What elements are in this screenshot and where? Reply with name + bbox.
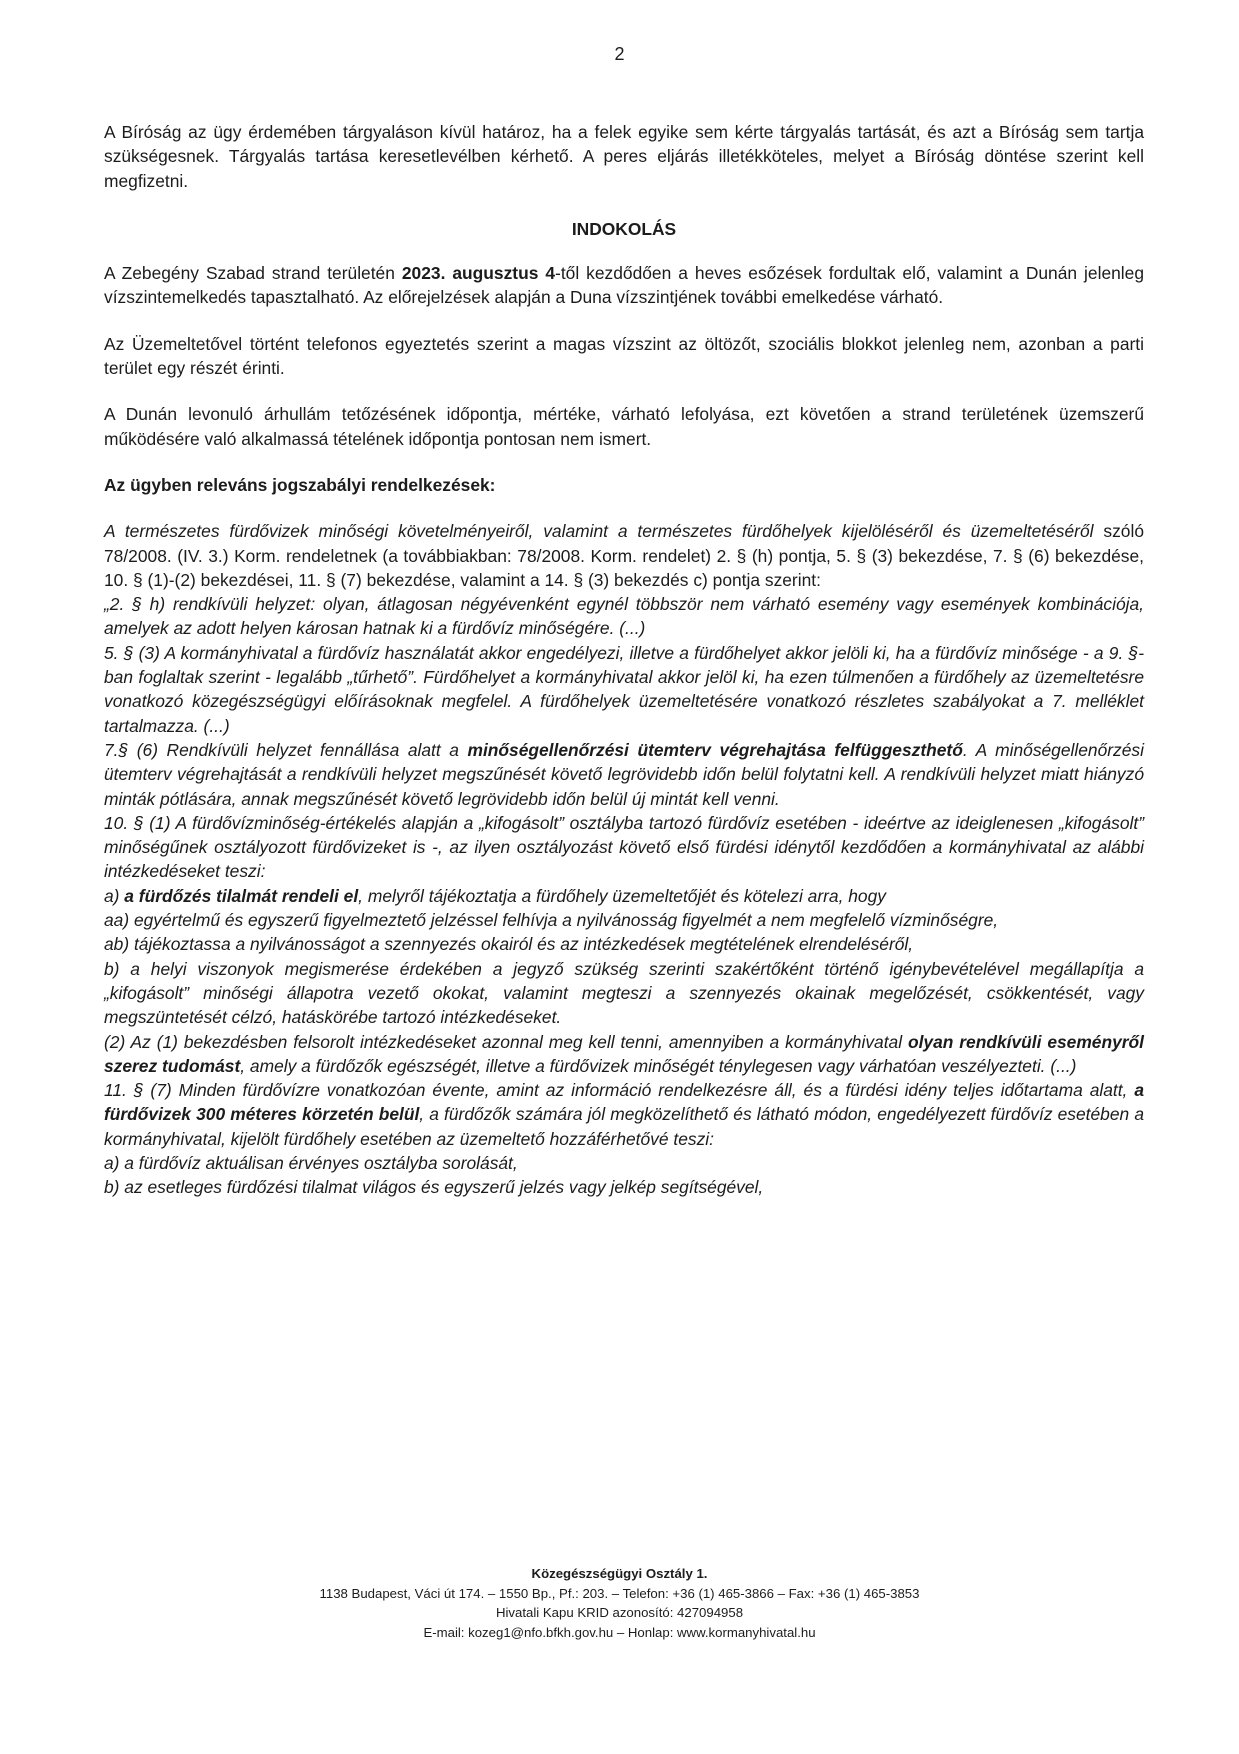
law-intro-text: szóló 78/2008. (IV. 3.) Korm. rendeletnek (a továbbiakban: 78/2008. Korm. rendelet) 2. § (h) pontja, 5. § (3) bekezdése, 7. § (6) bekezdése, 10. § (1)-(2) bekezdései, 11. § (7) bekezdése, valamint a 14. § (3) bekezdés c) pontja szerint: [104, 521, 1144, 590]
p1-text: A Zebegény Szabad strand területén [104, 263, 402, 284]
facts-paragraph-2: Az Üzemeltetővel történt telefonos egyeztetés szerint a magas vízszint az öltözőt, szociális blokkot jelenleg nem, azonban a parti terület egy részét érinti. [104, 333, 1144, 379]
quote-10-2-text: (2) Az (1) bekezdésben felsorolt intézkedéseket azonnal meg kell tenni, amennyiben a kormányhivatal [104, 1031, 908, 1052]
quote-10-1-aa: aa) egyértelmű és egyszerű figyelmeztető jelzéssel felhívja a nyilvánosság figyelmét a nem megfelelő vízminőségre, [104, 910, 999, 931]
quote-2-h: „2. § h) rendkívüli helyzet: olyan, átlagosan négyévenként egynél többször nem várható esemény vagy események kombinációja, amelyek az adott helyen károsan hatnak ki a fürdővíz minőségére. (...) [104, 594, 1144, 639]
quote-11-7-text: 11. § (7) Minden fürdővízre vonatkozóan évente, amint az információ rendelkezésre áll, és a fürdési idény teljes időtartama alatt, [104, 1080, 1135, 1101]
quote-11-7-b: b) az esetleges fürdőzési tilalmat világos és egyszerű jelzés vagy jelkép segítségével, [104, 1177, 764, 1198]
law-intro [104, 519, 1144, 592]
quote-7-6-text: 7.§ (6) Rendkívüli helyzet fennállása alatt a [104, 739, 468, 760]
intro-paragraph: A Bíróság az ügy érdemében tárgyaláson kívül határoz, ha a felek egyike sem kérte tárgyalás tartását, és azt a Bíróság sem tartja szükségesnek. Tárgyalás tartása keresetlevélben kérhető. A peres eljárás illetékköteles, melyet a Bíróság döntése szerint kell megfizetni. [104, 122, 1144, 191]
quote-11-7-a: a) a fürdővíz aktuálisan érvényes osztályba sorolását, [104, 1152, 518, 1173]
quote-10-2-rest: , amely a fürdőzők egészségét, illetve a fürdővizek minőségét ténylegesen vagy várhatóan veszélyezteti. (...) [240, 1055, 1077, 1076]
quote-10-1-a-rest: , melyről tájékoztatja a fürdőhely üzemeltetőjét és kötelezi arra, hogy [358, 885, 886, 906]
footer-department: Közegészségügyi Osztály 1. [531, 1566, 708, 1581]
quote-10-2 [104, 1030, 1144, 1079]
quote-7-6 [104, 738, 1144, 811]
page-footer [0, 1564, 1239, 1642]
quote-10-1: 10. § (1) A fürdővízminőség-értékelés alapján a „kifogásolt” osztályba tartozó fürdővíz esetében - ideértve az ideiglenesen „kifogásolt” minőségűnek osztályozott fürdővizeket is -, az ilyen osztályozást követő első fürdési idénytől kezdődően a kormányhivatal az alábbi intézkedéseket teszi: [104, 812, 1144, 882]
facts-paragraph-3: A Dunán levonuló árhullám tetőzésének időpontja, mértéke, várható lefolyása, ezt követően a strand területének üzemszerű működésére való alkalmassá tételének időpontja pontosan nem ismert. [104, 404, 1144, 449]
footer-contact: E-mail: kozeg1@nfo.bfkh.gov.hu – Honlap: www.kormanyhivatal.hu [423, 1624, 816, 1640]
p1-date: 2023. augusztus 4 [401, 263, 556, 284]
regulation-title: A természetes fürdővizek minőségi követelményeiről, valamint a természetes fürdőhelyek kijelöléséről és üzemeltetéséről [104, 521, 1094, 542]
p1-text-rest: -től kezdődően a heves esőzések fordultak elő, valamint a Dunán jelenleg vízszintemelkedés tapasztalható. Az előrejelzések alapján a Duna vízszintjének további emelkedése várható. [104, 263, 1145, 308]
quote-11-7-rest: , a fürdőzők számára jól megközelíthető és látható módon, engedélyezett fürdővíz esetében a kormányhivatal, kijelölt fürdőhely esetében az üzemeltető hozzáférhetővé teszi: [104, 1104, 1144, 1149]
section-heading: INDOKOLÁS [571, 218, 677, 239]
document-body [104, 120, 1144, 1200]
facts-paragraph-1 [104, 261, 1144, 310]
quote-10-1-ab: ab) tájékoztassa a nyilvánosságot a szennyezés okairól és az intézkedések megtételének elrendeléséről, [104, 934, 914, 955]
quote-5-3: 5. § (3) A kormányhivatal a fürdővíz használatát akkor engedélyezi, illetve a fürdőhelyet akkor jelöli ki, ha a fürdővíz minősége - a 9. §-ban foglaltak szerint - legalább „tűrhető”. Fürdőhelyet a kormányhivatal akkor jelöl ki, ha ezen túlmenően a fürdőhely az üzemeltetésre vonatkozó közegészségügyi előírásoknak megfelel. A fürdőhelyek üzemeltetésére vonatkozó részletes szabályokat a 7. melléklet tartalmazza. (...) [104, 642, 1144, 736]
footer-address: 1138 Budapest, Váci út 174. – 1550 Bp., Pf.: 203. – Telefon: +36 (1) 465-3866 – Fax: +36 (1) 465-3853 [319, 1585, 920, 1601]
quote-10-1-a-prefix: a) [104, 885, 125, 906]
quote-10-1-b: b) a helyi viszonyok megismerése érdekében a jegyző szükség szerinti szakértőként történő igénybevételével megállapítja a „kifogásolt” minőségi állapotra vezető okokat, valamint megteszi a szennyezés okainak megelőzését, csökkentését, vagy megszüntetését célzó, hatáskörébe tartozó intézkedéseket. [104, 958, 1144, 1028]
quote-7-6-rest: . A minőségellenőrzési ütemterv végrehajtását a rendkívüli helyzet megszűnését követő legrövidebb időn belül folytatni kell. A rendkívüli helyzet miatt hiányzó minták pótlására, annak megszűnését követő legrövidebb időn belül új mintát kell venni. [104, 739, 1144, 809]
quote-11-7-emphasis: a fürdővizek 300 méteres körzetén belül [104, 1080, 1144, 1125]
page-number: 2 [614, 44, 625, 64]
footer-krid: Hivatali Kapu KRID azonosító: 427094958 [495, 1605, 744, 1620]
quote-10-2-emphasis: olyan rendkívüli eseményről szerez tudomást [104, 1031, 1145, 1076]
quote-10-1-a-emphasis: a fürdőzés tilalmát rendeli el [124, 885, 359, 906]
quote-11-7 [104, 1078, 1144, 1151]
relevant-law-title: Az ügyben releváns jogszabályi rendelkezések: [104, 474, 496, 495]
quote-10-1-a [104, 884, 1144, 908]
quote-7-6-emphasis: minőségellenőrzési ütemterv végrehajtása felfüggeszthető [467, 739, 963, 760]
